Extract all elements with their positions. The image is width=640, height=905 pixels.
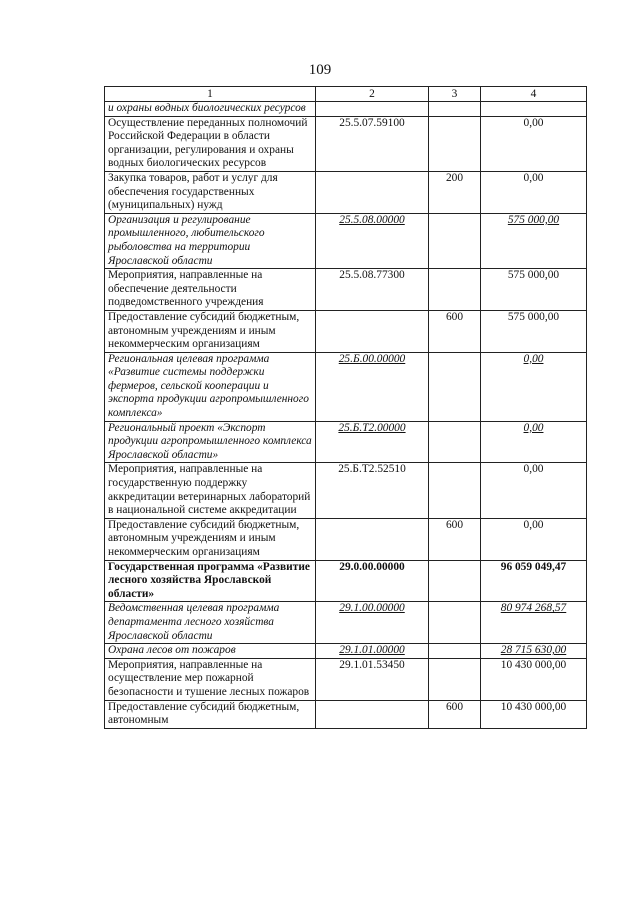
row-code-cell [316, 700, 429, 728]
row-amount-cell: 10 430 000,00 [481, 700, 587, 728]
row-amount-cell: 10 430 000,00 [481, 658, 587, 700]
row-expense-type-cell [429, 658, 481, 700]
budget-table [104, 86, 587, 729]
row-expense-type-cell [429, 269, 481, 311]
row-name-cell: Мероприятия, направленные на осуществление мер пожарной безопасности и тушение лесных пожаров [105, 658, 316, 700]
row-amount-cell: 0,00 [481, 518, 587, 560]
row-expense-type-cell [429, 463, 481, 518]
row-name-cell: Организация и регулирование промышленного, любительского рыболовства на территории Ярославской области [105, 213, 316, 268]
row-name-cell: Предоставление субсидий бюджетным, автономным учреждениям и иным некоммерческим организациям [105, 310, 316, 352]
table-row [105, 171, 587, 213]
table-row [105, 560, 587, 602]
row-expense-type-cell: 200 [429, 171, 481, 213]
row-code-cell: 25.5.07.59100 [316, 116, 429, 171]
row-code-cell: 29.1.00.00000 [316, 602, 429, 644]
table-row [105, 518, 587, 560]
table-row [105, 658, 587, 700]
table-body [105, 102, 587, 729]
table-row [105, 269, 587, 311]
column-header-4: 4 [481, 87, 587, 102]
row-code-cell: 25.Б.Т2.52510 [316, 463, 429, 518]
table-row [105, 421, 587, 463]
column-header-3: 3 [429, 87, 481, 102]
row-name-cell: Закупка товаров, работ и услуг для обеспечения государственных (муниципальных) нужд [105, 171, 316, 213]
table-row [105, 700, 587, 728]
row-amount-cell: 0,00 [481, 421, 587, 463]
row-expense-type-cell: 600 [429, 310, 481, 352]
table-row [105, 352, 587, 421]
row-code-cell: 25.Б.Т2.00000 [316, 421, 429, 463]
row-code-cell [316, 102, 429, 117]
table-row [105, 463, 587, 518]
column-header-1: 1 [105, 87, 316, 102]
row-code-cell: 29.0.00.00000 [316, 560, 429, 602]
row-expense-type-cell [429, 602, 481, 644]
table-header-row [105, 87, 587, 102]
row-code-cell: 29.1.01.53450 [316, 658, 429, 700]
row-name-cell: Ведомственная целевая программа департамента лесного хозяйства Ярославской области [105, 602, 316, 644]
row-code-cell: 29.1.01.00000 [316, 644, 429, 659]
row-name-cell: Региональная целевая программа «Развитие системы поддержки фермеров, сельской кооперации и экспорта продукции агропромышленного комплекса» [105, 352, 316, 421]
row-code-cell: 25.5.08.00000 [316, 213, 429, 268]
row-amount-cell [481, 102, 587, 117]
row-expense-type-cell [429, 116, 481, 171]
row-expense-type-cell: 600 [429, 700, 481, 728]
row-expense-type-cell [429, 213, 481, 268]
row-expense-type-cell [429, 102, 481, 117]
table-row [105, 116, 587, 171]
row-expense-type-cell [429, 644, 481, 659]
row-amount-cell: 80 974 268,57 [481, 602, 587, 644]
row-amount-cell: 96 059 049,47 [481, 560, 587, 602]
row-amount-cell: 575 000,00 [481, 269, 587, 311]
row-expense-type-cell [429, 352, 481, 421]
row-amount-cell: 0,00 [481, 171, 587, 213]
row-name-cell: Предоставление субсидий бюджетным, автономным учреждениям и иным некоммерческим организациям [105, 518, 316, 560]
row-expense-type-cell: 600 [429, 518, 481, 560]
row-name-cell: Охрана лесов от пожаров [105, 644, 316, 659]
row-name-cell: Осуществление переданных полномочий Российской Федерации в области организации, регулирования и охраны водных биологических ресурсов [105, 116, 316, 171]
row-amount-cell: 575 000,00 [481, 213, 587, 268]
table-row [105, 310, 587, 352]
table-row [105, 644, 587, 659]
row-name-cell: Предоставление субсидий бюджетным, автономным [105, 700, 316, 728]
row-expense-type-cell [429, 560, 481, 602]
row-amount-cell: 0,00 [481, 352, 587, 421]
row-name-cell: Мероприятия, направленные на обеспечение деятельности подведомственного учреждения [105, 269, 316, 311]
row-code-cell [316, 518, 429, 560]
column-header-2: 2 [316, 87, 429, 102]
table-row [105, 213, 587, 268]
row-name-cell: Региональный проект «Экспорт продукции агропромышленного комплекса Ярославской области» [105, 421, 316, 463]
row-amount-cell: 575 000,00 [481, 310, 587, 352]
row-expense-type-cell [429, 421, 481, 463]
table-row [105, 102, 587, 117]
row-amount-cell: 0,00 [481, 116, 587, 171]
table-row [105, 602, 587, 644]
page-number: 109 [308, 62, 332, 78]
row-code-cell [316, 171, 429, 213]
row-amount-cell: 28 715 630,00 [481, 644, 587, 659]
row-name-cell: Мероприятия, направленные на государственную поддержку аккредитации ветеринарных лабораторий в национальной системе аккредитации [105, 463, 316, 518]
row-code-cell: 25.5.08.77300 [316, 269, 429, 311]
row-name-cell: и охраны водных биологических ресурсов [105, 102, 316, 117]
row-name-cell: Государственная программа «Развитие лесного хозяйства Ярославской области» [105, 560, 316, 602]
row-code-cell: 25.Б.00.00000 [316, 352, 429, 421]
row-amount-cell: 0,00 [481, 463, 587, 518]
row-code-cell [316, 310, 429, 352]
